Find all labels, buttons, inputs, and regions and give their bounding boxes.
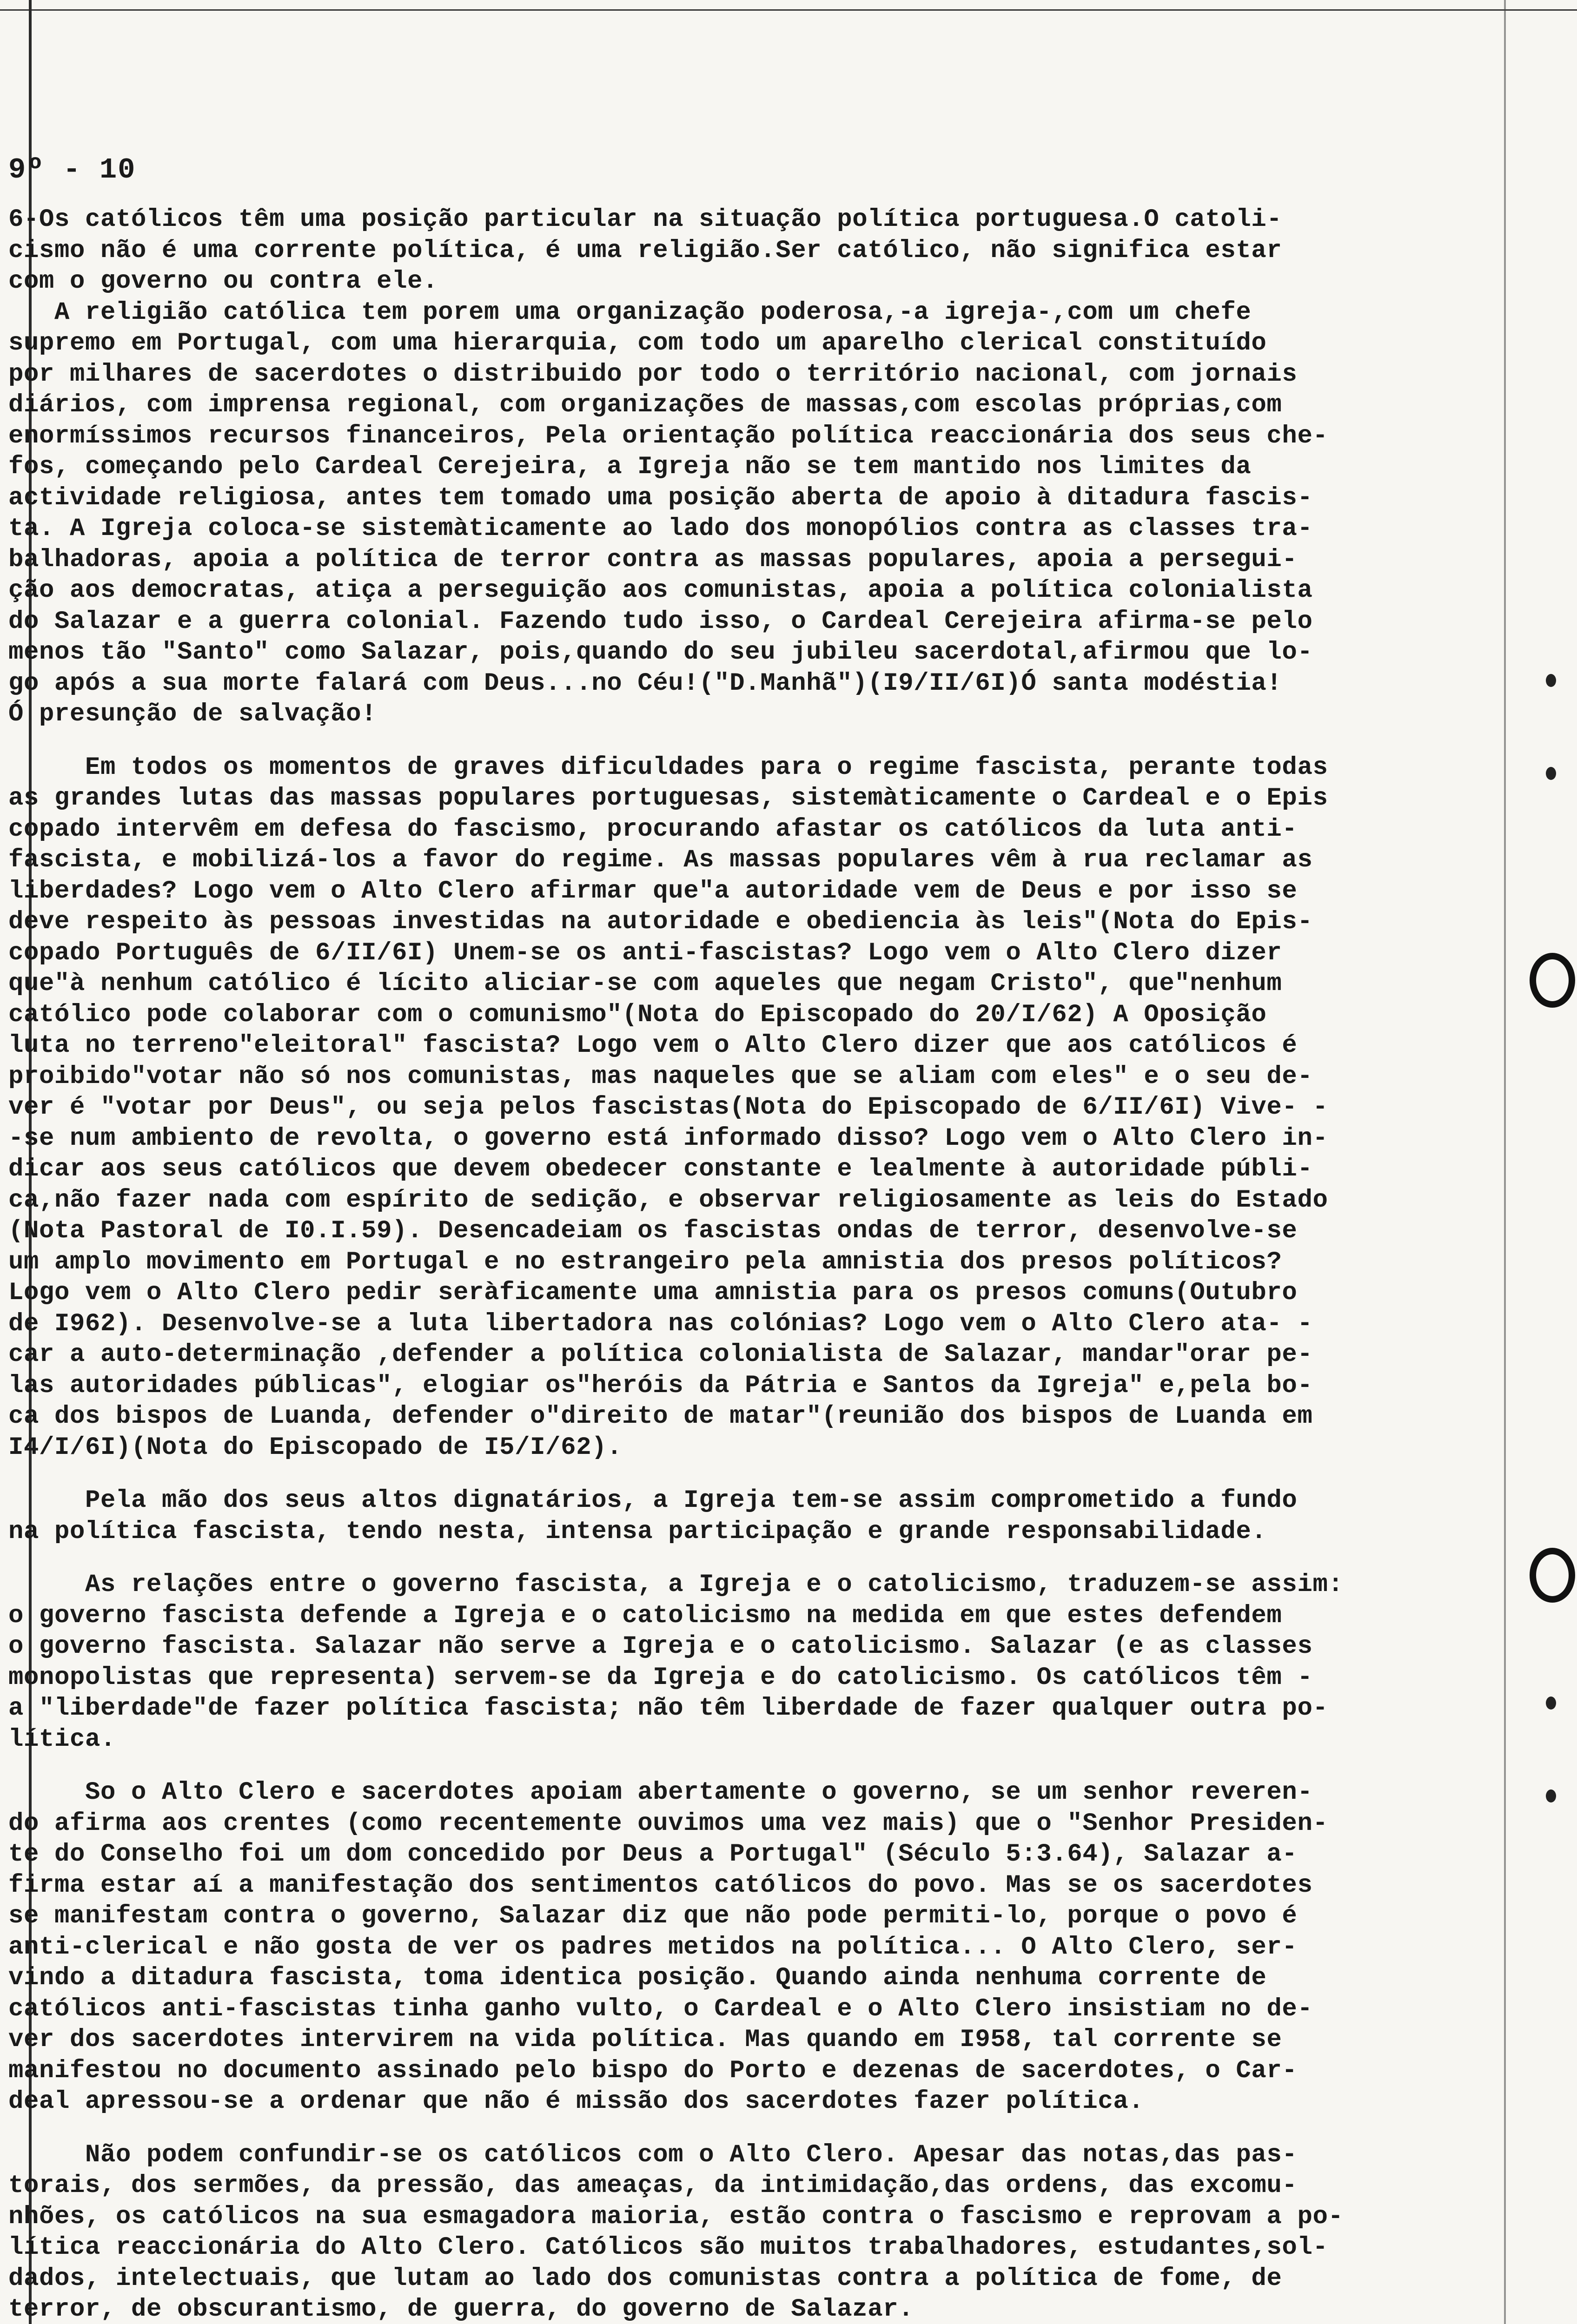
- text-line: de I962). Desenvolve-se a luta libertadora nas colónias? Logo vem o Alto Clero ata- -: [8, 1309, 1313, 1338]
- text-line: cismo não é uma corrente política, é uma religião.Ser católico, não significa estar: [8, 236, 1282, 265]
- text-line: copado intervêm em defesa do fascismo, procurando afastar os católicos da luta anti-: [8, 815, 1298, 844]
- text-line: luta no terreno"eleitoral" fascista? Logo vem o Alto Clero dizer que aos católicos é: [8, 1031, 1298, 1060]
- text-line: ca dos bispos de Luanda, defender o"direito de matar"(reunião dos bispos de Luanda em: [8, 1402, 1313, 1431]
- text-line: enormíssimos recursos financeiros, Pela orientação política reaccionária dos seus che-: [8, 422, 1328, 450]
- ink-dot-icon: [1546, 767, 1556, 780]
- text-line: I4/I/6I)(Nota do Episcopado de I5/I/62).: [8, 1433, 623, 1462]
- text-line: firma estar aí a manifestação dos sentimentos católicos do povo. Mas se os sacerdotes: [8, 1871, 1313, 1900]
- text-line: diários, com imprensa regional, com organizações de massas,com escolas próprias,com: [8, 391, 1282, 419]
- text-line: com o governo ou contra ele.: [8, 267, 438, 296]
- text-line: 6-Os católicos têm uma posição particular na situação política portuguesa.O catoli-: [8, 205, 1282, 234]
- ink-dot-icon: [1546, 1697, 1556, 1710]
- text-line: (Nota Pastoral de I0.I.59). Desencadeiam os fascistas ondas de terror, desenvolve-se: [8, 1217, 1298, 1245]
- paragraph-gap: [8, 1547, 1473, 1570]
- text-line: Não podem confundir-se os católicos com o Alto Clero. Apesar das notas,das pas-: [8, 2140, 1298, 2169]
- right-margin-line: [1504, 0, 1506, 2324]
- top-edge-line: [0, 9, 1577, 11]
- text-line: ca,não fazer nada com espírito de sedição, e observar religiosamente as leis do Estado: [8, 1186, 1328, 1215]
- text-line: Em todos os momentos de graves dificuldades para o regime fascista, perante todas: [8, 753, 1328, 782]
- text-line: las autoridades públicas", elogiar os"heróis da Pátria e Santos da Igreja" e,pela bo-: [8, 1371, 1313, 1400]
- text-line: balhadoras, apoia a política de terror contra as massas populares, apoia a persegui-: [8, 545, 1298, 574]
- text-line: Ó presunção de salvação!: [8, 700, 377, 728]
- text-line: que"à nenhum católico é lícito aliciar-se com aqueles que negam Cristo", que"nenhum: [8, 970, 1282, 998]
- text-line: car a auto-determinação ,defender a política colonialista de Salazar, mandar"orar pe-: [8, 1340, 1313, 1369]
- text-line: ver dos sacerdotes intervirem na vida política. Mas quando em I958, tal corrente se: [8, 2026, 1282, 2054]
- paragraph-gap: [8, 1755, 1473, 1777]
- text-line: na política fascista, tendo nesta, intensa participação e grande responsabilidade.: [8, 1517, 1267, 1546]
- text-line: ção aos democratas, atiça a perseguição aos comunistas, apoia a política colonialista: [8, 576, 1313, 605]
- text-line: lítica.: [8, 1725, 116, 1754]
- text-line: supremo em Portugal, com uma hierarquia, com todo um aparelho clerical constituído: [8, 329, 1267, 357]
- text-line: torais, dos sermões, da pressão, das ameaças, da intimidação,das ordens, das excomu-: [8, 2172, 1298, 2200]
- text-line: deve respeito às pessoas investidas na autoridade e obediencia às leis"(Nota do Epis-: [8, 908, 1313, 936]
- text-line: deal apressou-se a ordenar que não é missão dos sacerdotes fazer política.: [8, 2087, 1144, 2116]
- text-line: copado Português de 6/II/6I) Unem-se os anti-fascistas? Logo vem o Alto Clero dizer: [8, 938, 1282, 967]
- text-line: do Salazar e a guerra colonial. Fazendo tudo isso, o Cardeal Cerejeira afirma-se pelo: [8, 607, 1313, 636]
- text-line: vindo a ditadura fascista, toma identica posição. Quando ainda nenhuma corrente de: [8, 1964, 1267, 1992]
- text-line: ta. A Igreja coloca-se sistemàticamente ao lado dos monopólios contra as classes tra-: [8, 515, 1313, 543]
- text-line: um amplo movimento em Portugal e no estrangeiro pela amnistia dos presos políticos?: [8, 1248, 1282, 1276]
- ink-dot-icon: [1546, 674, 1556, 687]
- paragraph-gap: [8, 1463, 1473, 1486]
- text-line: o governo fascista defende a Igreja e o catolicismo na medida em que estes defendem: [8, 1601, 1282, 1630]
- text-line: dicar aos seus católicos que devem obedecer constante e lealmente à autoridade públi-: [8, 1155, 1313, 1183]
- text-line: manifestou no documento assinado pelo bispo do Porto e dezenas de sacerdotes, o Car-: [8, 2056, 1298, 2085]
- text-line: anti-clerical e não gosta de ver os padres metidos na política... O Alto Clero, ser-: [8, 1933, 1298, 1961]
- text-line: proibido"votar não só nos comunistas, mas naqueles que se aliam com eles" e o seu de-: [8, 1062, 1313, 1091]
- text-line: ver é "votar por Deus", ou seja pelos fascistas(Nota do Episcopado de 6/II/6I) Vive- -: [8, 1093, 1328, 1122]
- text-line: do afirma aos crentes (como recentemente ouvimos uma vez mais) que o "Senhor Presiden-: [8, 1809, 1328, 1838]
- text-line: lítica reaccionária do Alto Clero. Católicos são muitos trabalhadores, estudantes,sol-: [8, 2233, 1328, 2262]
- text-line: fascista, e mobilizá-los a favor do regime. As massas populares vêm à rua reclamar as: [8, 846, 1313, 874]
- text-line: católicos anti-fascistas tinha ganho vulto, o Cardeal e o Alto Clero insistiam no de-: [8, 1994, 1313, 2023]
- text-line: por milhares de sacerdotes o distribuido por todo o território nacional, com jornais: [8, 360, 1298, 389]
- punch-hole-icon: [1530, 953, 1575, 1008]
- text-line: So o Alto Clero e sacerdotes apoiam abertamente o governo, se um senhor reveren-: [8, 1778, 1313, 1807]
- text-line: católico pode colaborar com o comunismo"(Nota do Episcopado do 20/I/62) A Oposição: [8, 1000, 1267, 1029]
- text-line: te do Conselho foi um dom concedido por Deus a Portugal" (Século 5:3.64), Salazar a-: [8, 1840, 1298, 1868]
- text-line: menos tão "Santo" como Salazar, pois,quando do seu jubileu sacerdotal,afirmou que lo-: [8, 638, 1313, 667]
- text-line: go após a sua morte falará com Deus...no Céu!("D.Manhã")(I9/II/6I)Ó santa modéstia!: [8, 669, 1282, 698]
- text-line: As relações entre o governo fascista, a Igreja e o catolicismo, traduzem-se assim:: [8, 1571, 1344, 1599]
- text-line: dados, intelectuais, que lutam ao lado dos comunistas contra a política de fome, de: [8, 2264, 1282, 2293]
- text-line: Pela mão dos seus altos dignatários, a Igreja tem-se assim comprometido a fundo: [8, 1486, 1298, 1515]
- text-line: liberdades? Logo vem o Alto Clero afirmar que"a autoridade vem de Deus e por isso se: [8, 877, 1298, 905]
- page-number: 9º - 10: [8, 153, 136, 186]
- paragraph-gap: [8, 730, 1473, 753]
- text-line: monopolistas que representa) servem-se da Igreja e do catolicismo. Os católicos têm -: [8, 1663, 1313, 1692]
- paragraph-gap: [8, 2118, 1473, 2140]
- text-line: o governo fascista. Salazar não serve a Igreja e o catolicismo. Salazar (e as classes: [8, 1632, 1313, 1661]
- text-line: terror, de obscurantismo, de guerra, do governo de Salazar.: [8, 2295, 914, 2324]
- text-line: fos, começando pelo Cardeal Cerejeira, a Igreja não se tem mantido nos limites da: [8, 453, 1252, 481]
- text-line: nhões, os católicos na sua esmagadora maioria, estão contra o fascismo e reprovam a po-: [8, 2202, 1344, 2231]
- text-line: a "liberdade"de fazer política fascista; não têm liberdade de fazer qualquer outra po-: [8, 1694, 1328, 1723]
- text-line: as grandes lutas das massas populares portuguesas, sistemàticamente o Cardeal e o Epis: [8, 784, 1328, 812]
- ink-dot-icon: [1546, 1789, 1556, 1802]
- text-line: A religião católica tem porem uma organização poderosa,-a igreja-,com um chefe: [8, 298, 1252, 327]
- document-body: [8, 205, 1473, 2324]
- punch-hole-icon: [1530, 1548, 1575, 1603]
- text-line: actividade religiosa, antes tem tomado uma posição aberta de apoio à ditadura fascis-: [8, 483, 1313, 512]
- text-line: Logo vem o Alto Clero pedir seràficamente uma amnistia para os presos comuns(Outubro: [8, 1279, 1298, 1307]
- text-line: -se num ambiento de revolta, o governo está informado disso? Logo vem o Alto Clero in-: [8, 1124, 1328, 1153]
- text-line: se manifestam contra o governo, Salazar diz que não pode permiti-lo, porque o povo é: [8, 1902, 1298, 1930]
